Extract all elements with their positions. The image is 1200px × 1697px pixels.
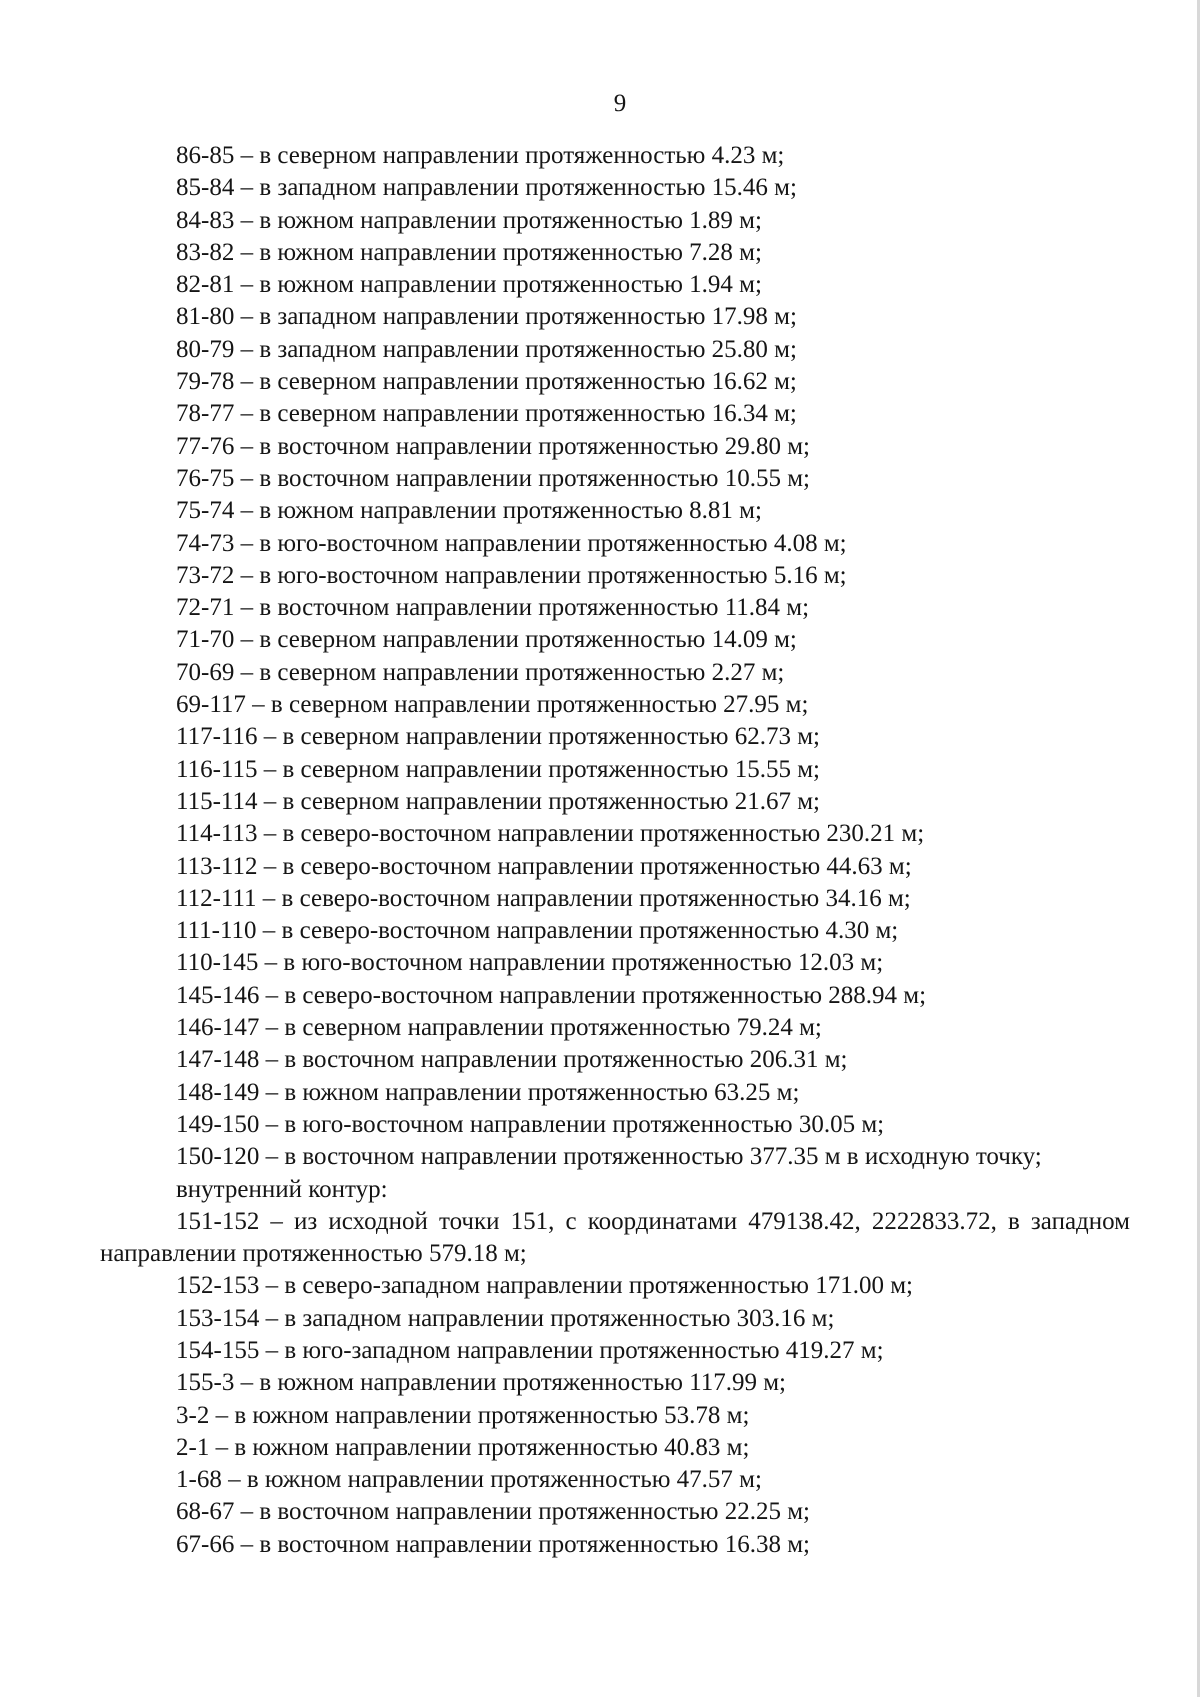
- segment-line: 146-147 – в северном направлении протяженностью 79.24 м;: [176, 1014, 822, 1042]
- paragraph-150-120: 150-120 – в восточном направлении протяженностью 377.35 м в исходную точку;: [176, 1143, 1042, 1171]
- document-body: [100, 140, 1130, 1561]
- segment-line: 3-2 – в южном направлении протяженностью 53.78 м;: [176, 1401, 750, 1429]
- segment-line: 83-82 – в южном направлении протяженностью 7.28 м;: [176, 238, 762, 266]
- segment-line: 112-111 – в северо-восточном направлении протяженностью 34.16 м;: [176, 884, 911, 912]
- segment-line: 154-155 – в юго-западном направлении протяженностью 419.27 м;: [176, 1336, 884, 1364]
- segment-line: 145-146 – в северо-восточном направлении протяженностью 288.94 м;: [176, 981, 927, 1009]
- paragraph-151-152: 151-152 – из исходной точки 151, с координатами 479138.42, 2222833.72, в западном направлении протяженностью 579.18 м;: [100, 1207, 1130, 1268]
- segment-line: 1-68 – в южном направлении протяженностью 47.57 м;: [176, 1466, 762, 1494]
- page-number: 9: [613, 90, 627, 117]
- segment-line: 67-66 – в восточном направлении протяженностью 16.38 м;: [176, 1530, 810, 1558]
- segment-line: 2-1 – в южном направлении протяженностью 40.83 м;: [176, 1433, 750, 1461]
- segment-line: 82-81 – в южном направлении протяженностью 1.94 м;: [176, 271, 762, 299]
- segment-line: 147-148 – в восточном направлении протяженностью 206.31 м;: [176, 1046, 848, 1074]
- segment-line: 84-83 – в южном направлении протяженностью 1.89 м;: [176, 206, 762, 234]
- segment-line: 68-67 – в восточном направлении протяженностью 22.25 м;: [176, 1498, 810, 1526]
- segment-line: 86-85 – в северном направлении протяженностью 4.23 м;: [176, 142, 785, 169]
- segment-line: 85-84 – в западном направлении протяженностью 15.46 м;: [176, 174, 797, 202]
- segment-line: 155-3 – в южном направлении протяженностью 117.99 м;: [176, 1369, 786, 1397]
- segment-line: 75-74 – в южном направлении протяженностью 8.81 м;: [176, 497, 762, 525]
- segment-line: 117-116 – в северном направлении протяженностью 62.73 м;: [176, 723, 820, 751]
- segment-line: 115-114 – в северном направлении протяженностью 21.67 м;: [176, 787, 820, 815]
- segment-line: 78-77 – в северном направлении протяженностью 16.34 м;: [176, 400, 797, 428]
- segment-line: 79-78 – в северном направлении протяженностью 16.62 м;: [176, 368, 797, 396]
- segment-line: 81-80 – в западном направлении протяженностью 17.98 м;: [176, 303, 797, 331]
- segment-line: 72-71 – в восточном направлении протяженностью 11.84 м;: [176, 594, 810, 622]
- segment-line: 113-112 – в северо-восточном направлении протяженностью 44.63 м;: [176, 852, 912, 880]
- segment-line: 149-150 – в юго-восточном направлении протяженностью 30.05 м;: [176, 1110, 885, 1138]
- segment-line: 148-149 – в южном направлении протяженностью 63.25 м;: [176, 1078, 800, 1106]
- segment-line: 74-73 – в юго-восточном направлении протяженностью 4.08 м;: [176, 529, 847, 557]
- segment-line: 71-70 – в северном направлении протяженностью 14.09 м;: [176, 626, 797, 654]
- segment-line: 116-115 – в северном направлении протяженностью 15.55 м;: [176, 755, 820, 783]
- inner-contour-heading: внутренний контур:: [176, 1175, 388, 1203]
- segment-line: 152-153 – в северо-западном направлении протяженностью 171.00 м;: [176, 1272, 913, 1300]
- segment-line: 114-113 – в северо-восточном направлении протяженностью 230.21 м;: [176, 820, 925, 848]
- segment-line: 73-72 – в юго-восточном направлении протяженностью 5.16 м;: [176, 561, 847, 589]
- segment-line: 76-75 – в восточном направлении протяженностью 10.55 м;: [176, 464, 810, 492]
- segment-line: 70-69 – в северном направлении протяженностью 2.27 м;: [176, 658, 785, 686]
- segment-line: 80-79 – в западном направлении протяженностью 25.80 м;: [176, 335, 797, 363]
- segment-line: 110-145 – в юго-восточном направлении протяженностью 12.03 м;: [176, 949, 884, 977]
- segment-line: 77-76 – в восточном направлении протяженностью 29.80 м;: [176, 432, 810, 460]
- segment-line: 111-110 – в северо-восточном направлении протяженностью 4.30 м;: [176, 917, 899, 945]
- segment-line: 69-117 – в северном направлении протяженностью 27.95 м;: [176, 691, 809, 719]
- outer-contour-lines: [100, 140, 1130, 1141]
- segment-line: 153-154 – в западном направлении протяженностью 303.16 м;: [176, 1304, 835, 1332]
- inner-contour-lines: [100, 1270, 1130, 1561]
